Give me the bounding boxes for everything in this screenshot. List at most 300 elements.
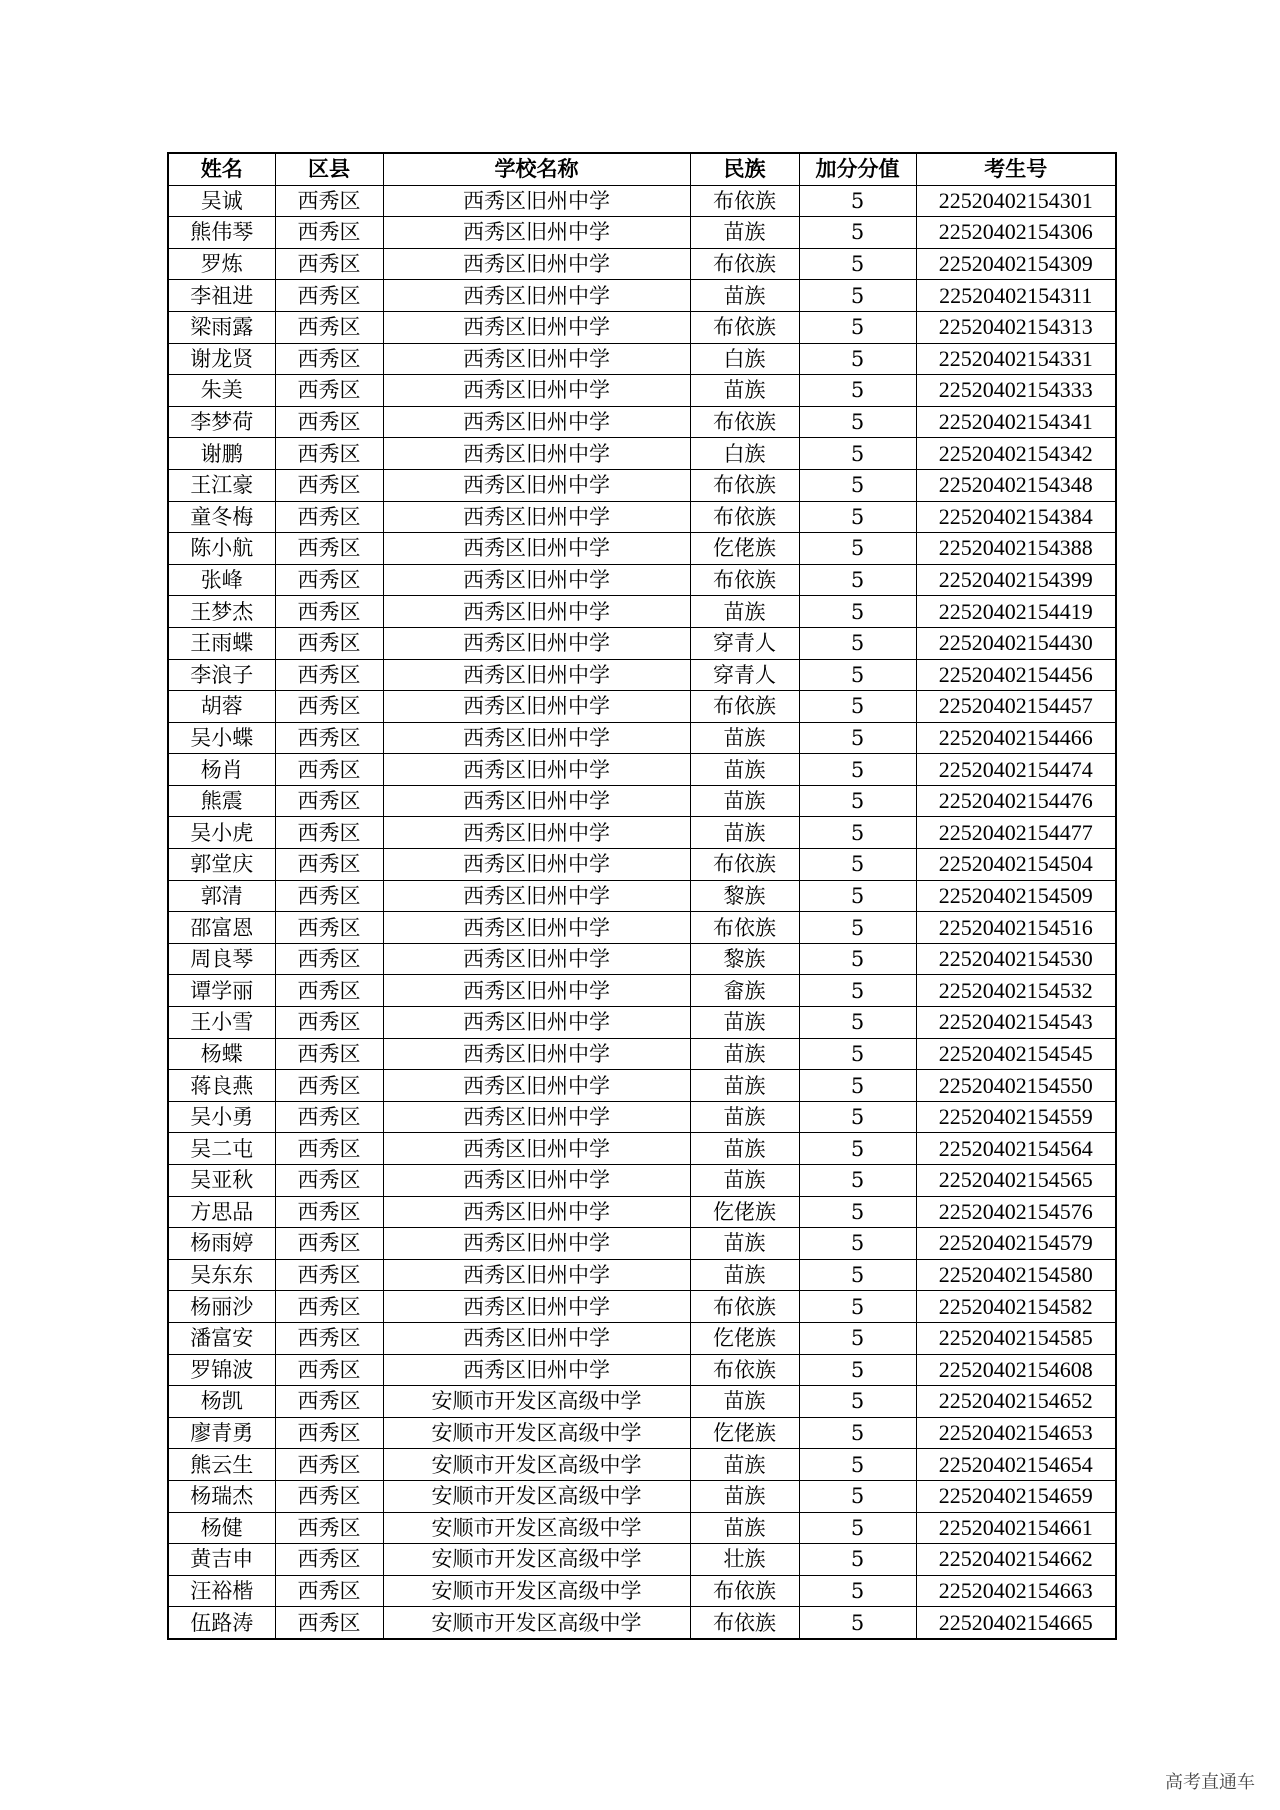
- cell-candidate-number: 22520402154530: [916, 943, 1116, 975]
- cell-candidate-number: 22520402154466: [916, 722, 1116, 754]
- cell-candidate-number: 22520402154585: [916, 1322, 1116, 1354]
- table-row: [168, 1228, 1116, 1260]
- cell-ethnicity: 布依族: [690, 311, 799, 343]
- cell-district: 西秀区: [275, 1228, 383, 1260]
- cell-district: 西秀区: [275, 248, 383, 280]
- cell-school: 安顺市开发区高级中学: [383, 1386, 690, 1418]
- cell-ethnicity: 苗族: [690, 1165, 799, 1197]
- cell-school: 西秀区旧州中学: [383, 1291, 690, 1323]
- cell-school: 西秀区旧州中学: [383, 1259, 690, 1291]
- table-row: [168, 1196, 1116, 1228]
- table-row: [168, 912, 1116, 944]
- table-row: [168, 533, 1116, 565]
- cell-bonus-points: 5: [799, 1575, 916, 1607]
- cell-candidate-number: 22520402154564: [916, 1133, 1116, 1165]
- cell-ethnicity: 布依族: [690, 1354, 799, 1386]
- cell-district: 西秀区: [275, 1133, 383, 1165]
- table-row: [168, 185, 1116, 217]
- cell-name: 杨丽沙: [168, 1291, 275, 1323]
- cell-ethnicity: 布依族: [690, 1575, 799, 1607]
- cell-district: 西秀区: [275, 533, 383, 565]
- cell-school: 西秀区旧州中学: [383, 501, 690, 533]
- cell-ethnicity: 仡佬族: [690, 1417, 799, 1449]
- cell-ethnicity: 布依族: [690, 469, 799, 501]
- cell-ethnicity: 布依族: [690, 1291, 799, 1323]
- table-row: [168, 1544, 1116, 1576]
- cell-ethnicity: 苗族: [690, 817, 799, 849]
- cell-ethnicity: 苗族: [690, 785, 799, 817]
- cell-name: 王小雪: [168, 1007, 275, 1039]
- cell-candidate-number: 22520402154399: [916, 564, 1116, 596]
- cell-school: 西秀区旧州中学: [383, 880, 690, 912]
- table-row: [168, 1101, 1116, 1133]
- cell-bonus-points: 5: [799, 343, 916, 375]
- cell-name: 吴诚: [168, 185, 275, 217]
- cell-school: 西秀区旧州中学: [383, 722, 690, 754]
- cell-ethnicity: 穿青人: [690, 627, 799, 659]
- cell-school: 西秀区旧州中学: [383, 1228, 690, 1260]
- cell-name: 吴二屯: [168, 1133, 275, 1165]
- cell-school: 安顺市开发区高级中学: [383, 1512, 690, 1544]
- cell-school: 西秀区旧州中学: [383, 217, 690, 249]
- cell-candidate-number: 22520402154388: [916, 533, 1116, 565]
- cell-school: 安顺市开发区高级中学: [383, 1480, 690, 1512]
- cell-bonus-points: 5: [799, 248, 916, 280]
- cell-ethnicity: 布依族: [690, 912, 799, 944]
- cell-bonus-points: 5: [799, 1196, 916, 1228]
- table-row: [168, 691, 1116, 723]
- cell-bonus-points: 5: [799, 1165, 916, 1197]
- cell-bonus-points: 5: [799, 912, 916, 944]
- cell-ethnicity: 黎族: [690, 880, 799, 912]
- cell-ethnicity: 布依族: [690, 564, 799, 596]
- cell-candidate-number: 22520402154543: [916, 1007, 1116, 1039]
- cell-district: 西秀区: [275, 659, 383, 691]
- cell-school: 西秀区旧州中学: [383, 343, 690, 375]
- cell-district: 西秀区: [275, 469, 383, 501]
- cell-school: 西秀区旧州中学: [383, 438, 690, 470]
- cell-school: 西秀区旧州中学: [383, 691, 690, 723]
- cell-ethnicity: 布依族: [690, 849, 799, 881]
- cell-school: 西秀区旧州中学: [383, 912, 690, 944]
- table-row: [168, 564, 1116, 596]
- cell-bonus-points: 5: [799, 501, 916, 533]
- cell-bonus-points: 5: [799, 185, 916, 217]
- cell-name: 吴亚秋: [168, 1165, 275, 1197]
- header-ethnicity: 民族: [690, 153, 799, 185]
- cell-ethnicity: 苗族: [690, 1480, 799, 1512]
- cell-bonus-points: 5: [799, 438, 916, 470]
- cell-bonus-points: 5: [799, 754, 916, 786]
- cell-district: 西秀区: [275, 1007, 383, 1039]
- table-row: [168, 1417, 1116, 1449]
- cell-school: 西秀区旧州中学: [383, 185, 690, 217]
- cell-name: 汪裕楷: [168, 1575, 275, 1607]
- cell-district: 西秀区: [275, 1038, 383, 1070]
- cell-bonus-points: 5: [799, 1354, 916, 1386]
- table-row: [168, 1070, 1116, 1102]
- cell-candidate-number: 22520402154333: [916, 375, 1116, 407]
- cell-ethnicity: 苗族: [690, 1449, 799, 1481]
- cell-district: 西秀区: [275, 280, 383, 312]
- cell-district: 西秀区: [275, 1449, 383, 1481]
- cell-district: 西秀区: [275, 217, 383, 249]
- cell-candidate-number: 22520402154457: [916, 691, 1116, 723]
- cell-name: 梁雨露: [168, 311, 275, 343]
- cell-district: 西秀区: [275, 1070, 383, 1102]
- cell-school: 安顺市开发区高级中学: [383, 1417, 690, 1449]
- cell-name: 朱美: [168, 375, 275, 407]
- cell-bonus-points: 5: [799, 564, 916, 596]
- table-row: [168, 1386, 1116, 1418]
- cell-district: 西秀区: [275, 943, 383, 975]
- table-row: [168, 785, 1116, 817]
- cell-district: 西秀区: [275, 185, 383, 217]
- cell-candidate-number: 22520402154476: [916, 785, 1116, 817]
- cell-bonus-points: 5: [799, 817, 916, 849]
- table-row: [168, 943, 1116, 975]
- cell-candidate-number: 22520402154504: [916, 849, 1116, 881]
- cell-ethnicity: 苗族: [690, 754, 799, 786]
- cell-candidate-number: 22520402154582: [916, 1291, 1116, 1323]
- cell-name: 伍路涛: [168, 1607, 275, 1639]
- cell-name: 方思品: [168, 1196, 275, 1228]
- table-header-row: [168, 153, 1116, 185]
- table-row: [168, 1512, 1116, 1544]
- cell-candidate-number: 22520402154545: [916, 1038, 1116, 1070]
- cell-bonus-points: 5: [799, 1007, 916, 1039]
- cell-name: 郭清: [168, 880, 275, 912]
- cell-school: 西秀区旧州中学: [383, 1070, 690, 1102]
- table-row: [168, 754, 1116, 786]
- table-row: [168, 596, 1116, 628]
- cell-district: 西秀区: [275, 1291, 383, 1323]
- cell-name: 吴小勇: [168, 1101, 275, 1133]
- cell-name: 吴小蝶: [168, 722, 275, 754]
- cell-name: 谢鹏: [168, 438, 275, 470]
- table-row: [168, 343, 1116, 375]
- cell-name: 周良琴: [168, 943, 275, 975]
- cell-district: 西秀区: [275, 501, 383, 533]
- cell-bonus-points: 5: [799, 627, 916, 659]
- table-row: [168, 1354, 1116, 1386]
- cell-candidate-number: 22520402154516: [916, 912, 1116, 944]
- cell-district: 西秀区: [275, 754, 383, 786]
- header-school: 学校名称: [383, 153, 690, 185]
- cell-name: 童冬梅: [168, 501, 275, 533]
- cell-bonus-points: 5: [799, 691, 916, 723]
- cell-ethnicity: 布依族: [690, 185, 799, 217]
- cell-bonus-points: 5: [799, 1038, 916, 1070]
- cell-district: 西秀区: [275, 564, 383, 596]
- cell-bonus-points: 5: [799, 1070, 916, 1102]
- cell-name: 陈小航: [168, 533, 275, 565]
- cell-name: 杨蝶: [168, 1038, 275, 1070]
- cell-school: 西秀区旧州中学: [383, 659, 690, 691]
- cell-candidate-number: 22520402154348: [916, 469, 1116, 501]
- cell-candidate-number: 22520402154419: [916, 596, 1116, 628]
- cell-name: 熊震: [168, 785, 275, 817]
- cell-candidate-number: 22520402154654: [916, 1449, 1116, 1481]
- header-name: 姓名: [168, 153, 275, 185]
- cell-bonus-points: 5: [799, 1449, 916, 1481]
- cell-candidate-number: 22520402154341: [916, 406, 1116, 438]
- cell-district: 西秀区: [275, 343, 383, 375]
- cell-name: 潘富安: [168, 1322, 275, 1354]
- cell-bonus-points: 5: [799, 1607, 916, 1639]
- cell-district: 西秀区: [275, 1165, 383, 1197]
- cell-candidate-number: 22520402154309: [916, 248, 1116, 280]
- cell-candidate-number: 22520402154331: [916, 343, 1116, 375]
- cell-name: 熊云生: [168, 1449, 275, 1481]
- cell-candidate-number: 22520402154576: [916, 1196, 1116, 1228]
- cell-ethnicity: 苗族: [690, 1101, 799, 1133]
- cell-bonus-points: 5: [799, 1133, 916, 1165]
- header-candidate-number: 考生号: [916, 153, 1116, 185]
- cell-name: 谭学丽: [168, 975, 275, 1007]
- table-row: [168, 627, 1116, 659]
- cell-name: 王江豪: [168, 469, 275, 501]
- cell-candidate-number: 22520402154313: [916, 311, 1116, 343]
- cell-name: 胡蓉: [168, 691, 275, 723]
- cell-ethnicity: 布依族: [690, 248, 799, 280]
- cell-ethnicity: 白族: [690, 438, 799, 470]
- cell-district: 西秀区: [275, 311, 383, 343]
- table-row: [168, 849, 1116, 881]
- cell-school: 西秀区旧州中学: [383, 849, 690, 881]
- cell-ethnicity: 仡佬族: [690, 1196, 799, 1228]
- cell-school: 西秀区旧州中学: [383, 975, 690, 1007]
- cell-district: 西秀区: [275, 912, 383, 944]
- cell-ethnicity: 布依族: [690, 691, 799, 723]
- cell-school: 西秀区旧州中学: [383, 754, 690, 786]
- cell-ethnicity: 苗族: [690, 280, 799, 312]
- cell-ethnicity: 布依族: [690, 406, 799, 438]
- table-row: [168, 817, 1116, 849]
- cell-candidate-number: 22520402154662: [916, 1544, 1116, 1576]
- cell-name: 廖青勇: [168, 1417, 275, 1449]
- cell-school: 西秀区旧州中学: [383, 1165, 690, 1197]
- cell-ethnicity: 布依族: [690, 501, 799, 533]
- cell-ethnicity: 苗族: [690, 1070, 799, 1102]
- cell-bonus-points: 5: [799, 880, 916, 912]
- cell-district: 西秀区: [275, 1480, 383, 1512]
- cell-school: 西秀区旧州中学: [383, 406, 690, 438]
- cell-bonus-points: 5: [799, 1386, 916, 1418]
- cell-district: 西秀区: [275, 691, 383, 723]
- cell-bonus-points: 5: [799, 849, 916, 881]
- cell-school: 西秀区旧州中学: [383, 1354, 690, 1386]
- cell-name: 吴小虎: [168, 817, 275, 849]
- cell-school: 西秀区旧州中学: [383, 1133, 690, 1165]
- cell-candidate-number: 22520402154311: [916, 280, 1116, 312]
- cell-name: 李浪子: [168, 659, 275, 691]
- footer-watermark: 高考直通车: [1165, 1772, 1255, 1793]
- table-row: [168, 1291, 1116, 1323]
- cell-school: 西秀区旧州中学: [383, 1007, 690, 1039]
- cell-ethnicity: 苗族: [690, 375, 799, 407]
- cell-district: 西秀区: [275, 1544, 383, 1576]
- cell-ethnicity: 畲族: [690, 975, 799, 1007]
- cell-candidate-number: 22520402154550: [916, 1070, 1116, 1102]
- cell-school: 西秀区旧州中学: [383, 1196, 690, 1228]
- cell-candidate-number: 22520402154342: [916, 438, 1116, 470]
- cell-name: 杨健: [168, 1512, 275, 1544]
- cell-candidate-number: 22520402154430: [916, 627, 1116, 659]
- cell-ethnicity: 苗族: [690, 1259, 799, 1291]
- cell-school: 西秀区旧州中学: [383, 1322, 690, 1354]
- cell-name: 张峰: [168, 564, 275, 596]
- cell-district: 西秀区: [275, 880, 383, 912]
- cell-bonus-points: 5: [799, 1291, 916, 1323]
- cell-name: 黄吉申: [168, 1544, 275, 1576]
- cell-bonus-points: 5: [799, 375, 916, 407]
- bonus-points-table: [167, 152, 1117, 1640]
- table-row: [168, 375, 1116, 407]
- cell-ethnicity: 苗族: [690, 1038, 799, 1070]
- table-row: [168, 1165, 1116, 1197]
- cell-candidate-number: 22520402154659: [916, 1480, 1116, 1512]
- cell-district: 西秀区: [275, 1322, 383, 1354]
- table-row: [168, 501, 1116, 533]
- table-row: [168, 722, 1116, 754]
- cell-school: 西秀区旧州中学: [383, 469, 690, 501]
- cell-name: 蒋良燕: [168, 1070, 275, 1102]
- cell-name: 王雨蝶: [168, 627, 275, 659]
- cell-candidate-number: 22520402154661: [916, 1512, 1116, 1544]
- cell-district: 西秀区: [275, 1575, 383, 1607]
- table-row: [168, 1007, 1116, 1039]
- cell-bonus-points: 5: [799, 1101, 916, 1133]
- cell-name: 谢龙贤: [168, 343, 275, 375]
- cell-bonus-points: 5: [799, 722, 916, 754]
- cell-district: 西秀区: [275, 375, 383, 407]
- cell-ethnicity: 壮族: [690, 1544, 799, 1576]
- cell-name: 郭堂庆: [168, 849, 275, 881]
- cell-candidate-number: 22520402154580: [916, 1259, 1116, 1291]
- cell-bonus-points: 5: [799, 469, 916, 501]
- table-row: [168, 975, 1116, 1007]
- cell-bonus-points: 5: [799, 1480, 916, 1512]
- table-row: [168, 1607, 1116, 1639]
- cell-district: 西秀区: [275, 1196, 383, 1228]
- cell-bonus-points: 5: [799, 1259, 916, 1291]
- table-row: [168, 1322, 1116, 1354]
- cell-school: 西秀区旧州中学: [383, 564, 690, 596]
- cell-ethnicity: 布依族: [690, 1607, 799, 1639]
- cell-district: 西秀区: [275, 438, 383, 470]
- cell-district: 西秀区: [275, 722, 383, 754]
- cell-name: 吴东东: [168, 1259, 275, 1291]
- cell-school: 安顺市开发区高级中学: [383, 1544, 690, 1576]
- table-row: [168, 217, 1116, 249]
- cell-candidate-number: 22520402154653: [916, 1417, 1116, 1449]
- cell-school: 西秀区旧州中学: [383, 817, 690, 849]
- table-row: [168, 311, 1116, 343]
- cell-district: 西秀区: [275, 1101, 383, 1133]
- cell-district: 西秀区: [275, 1386, 383, 1418]
- cell-district: 西秀区: [275, 817, 383, 849]
- cell-ethnicity: 苗族: [690, 217, 799, 249]
- cell-ethnicity: 苗族: [690, 1512, 799, 1544]
- cell-ethnicity: 白族: [690, 343, 799, 375]
- cell-candidate-number: 22520402154477: [916, 817, 1116, 849]
- table-row: [168, 659, 1116, 691]
- cell-name: 杨凯: [168, 1386, 275, 1418]
- cell-candidate-number: 22520402154474: [916, 754, 1116, 786]
- header-district: 区县: [275, 153, 383, 185]
- cell-ethnicity: 穿青人: [690, 659, 799, 691]
- cell-district: 西秀区: [275, 1354, 383, 1386]
- cell-school: 西秀区旧州中学: [383, 627, 690, 659]
- cell-bonus-points: 5: [799, 975, 916, 1007]
- cell-district: 西秀区: [275, 975, 383, 1007]
- cell-name: 杨瑞杰: [168, 1480, 275, 1512]
- cell-candidate-number: 22520402154559: [916, 1101, 1116, 1133]
- cell-bonus-points: 5: [799, 1228, 916, 1260]
- table-row: [168, 1575, 1116, 1607]
- cell-school: 安顺市开发区高级中学: [383, 1607, 690, 1639]
- cell-bonus-points: 5: [799, 533, 916, 565]
- cell-bonus-points: 5: [799, 280, 916, 312]
- cell-ethnicity: 苗族: [690, 722, 799, 754]
- cell-bonus-points: 5: [799, 311, 916, 343]
- table-row: [168, 280, 1116, 312]
- cell-name: 李祖进: [168, 280, 275, 312]
- table-row: [168, 1133, 1116, 1165]
- cell-district: 西秀区: [275, 406, 383, 438]
- cell-district: 西秀区: [275, 1417, 383, 1449]
- cell-school: 西秀区旧州中学: [383, 311, 690, 343]
- table-row: [168, 1480, 1116, 1512]
- cell-district: 西秀区: [275, 849, 383, 881]
- table-row: [168, 469, 1116, 501]
- cell-district: 西秀区: [275, 1512, 383, 1544]
- cell-bonus-points: 5: [799, 1417, 916, 1449]
- cell-ethnicity: 黎族: [690, 943, 799, 975]
- cell-school: 西秀区旧州中学: [383, 1101, 690, 1133]
- table-row: [168, 406, 1116, 438]
- cell-candidate-number: 22520402154579: [916, 1228, 1116, 1260]
- cell-candidate-number: 22520402154306: [916, 217, 1116, 249]
- cell-bonus-points: 5: [799, 217, 916, 249]
- table-row: [168, 880, 1116, 912]
- cell-bonus-points: 5: [799, 659, 916, 691]
- cell-name: 杨雨婷: [168, 1228, 275, 1260]
- cell-ethnicity: 仡佬族: [690, 533, 799, 565]
- cell-candidate-number: 22520402154509: [916, 880, 1116, 912]
- cell-name: 邵富恩: [168, 912, 275, 944]
- cell-ethnicity: 苗族: [690, 1386, 799, 1418]
- table-row: [168, 248, 1116, 280]
- cell-name: 罗炼: [168, 248, 275, 280]
- cell-name: 罗锦波: [168, 1354, 275, 1386]
- cell-school: 西秀区旧州中学: [383, 533, 690, 565]
- cell-bonus-points: 5: [799, 406, 916, 438]
- cell-candidate-number: 22520402154663: [916, 1575, 1116, 1607]
- table-row: [168, 1038, 1116, 1070]
- cell-bonus-points: 5: [799, 785, 916, 817]
- cell-school: 西秀区旧州中学: [383, 248, 690, 280]
- cell-district: 西秀区: [275, 785, 383, 817]
- cell-bonus-points: 5: [799, 1322, 916, 1354]
- cell-bonus-points: 5: [799, 1544, 916, 1576]
- cell-ethnicity: 苗族: [690, 1133, 799, 1165]
- cell-district: 西秀区: [275, 627, 383, 659]
- cell-ethnicity: 仡佬族: [690, 1322, 799, 1354]
- cell-school: 安顺市开发区高级中学: [383, 1575, 690, 1607]
- header-bonus-points: 加分分值: [799, 153, 916, 185]
